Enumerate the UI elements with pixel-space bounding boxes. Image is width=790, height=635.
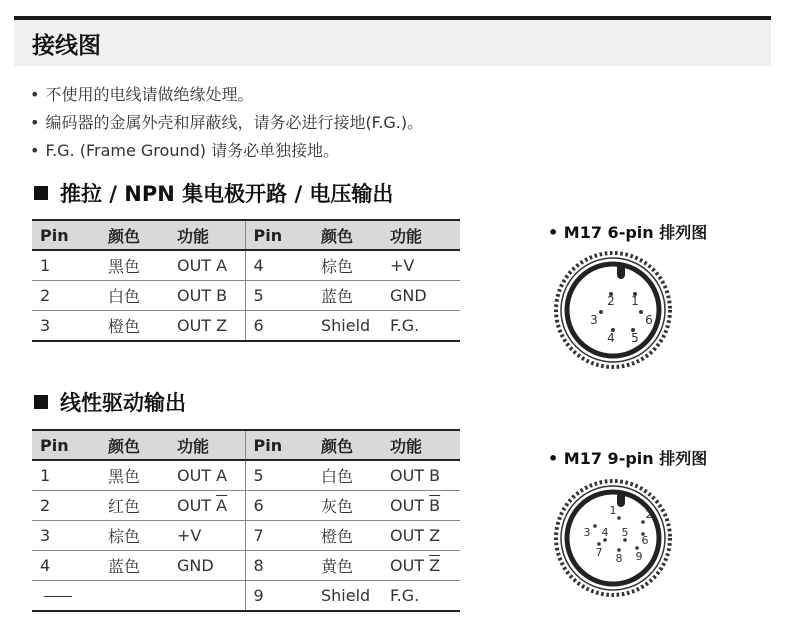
cell-pin: 8 — [245, 551, 313, 581]
square-bullet-icon — [34, 186, 48, 200]
cell-color: 棕色 — [100, 521, 169, 551]
cell-pin: 6 — [245, 311, 313, 342]
square-bullet-icon — [34, 395, 48, 409]
inverted-channel-letter: $\overline{B}$ — [429, 496, 441, 515]
table-row — [32, 460, 460, 491]
cell-function: F.G. — [382, 581, 460, 612]
cell-pin: 3 — [32, 311, 100, 342]
key-notch — [617, 264, 625, 279]
table-row — [32, 250, 460, 281]
pin-label: 2 — [645, 508, 653, 521]
cell-pin: 5 — [245, 281, 313, 311]
cell-function-inverted — [382, 551, 460, 581]
cell-function: +V — [382, 250, 460, 281]
header-color: 颜色 — [100, 220, 169, 250]
cell-color: 黑色 — [100, 460, 169, 491]
cell-color: 棕色 — [313, 250, 382, 281]
cell-pin: 9 — [245, 581, 313, 612]
pin-label: 2 — [607, 294, 615, 308]
connector-label-9pin: • M17 9-pin 排列图 — [548, 446, 707, 469]
cell-pin: 4 — [245, 250, 313, 281]
cell-function: OUT B — [169, 281, 245, 311]
cell-function-inverted — [382, 491, 460, 521]
note-item: • 不使用的电线请做绝缘处理。 — [30, 83, 423, 111]
cell-pin: 7 — [245, 521, 313, 551]
cell-pin: 5 — [245, 460, 313, 491]
pin-dot — [641, 520, 645, 524]
cell-pin: 1 — [32, 250, 100, 281]
cell-function: GND — [382, 281, 460, 311]
pin-label: 3 — [583, 526, 591, 539]
cell-color: 黑色 — [100, 250, 169, 281]
cell-color: 蓝色 — [313, 281, 382, 311]
cell-color: 黄色 — [313, 551, 382, 581]
section-title-line-driver — [34, 387, 186, 417]
cell-function-inverted — [169, 491, 245, 521]
header-function: 功能 — [382, 430, 460, 460]
cell-color: 橙色 — [313, 521, 382, 551]
header-pin: Pin — [32, 430, 100, 460]
header-function: 功能 — [169, 220, 245, 250]
header-pin: Pin — [245, 220, 313, 250]
cell-color: Shield — [313, 311, 382, 342]
header-pin: Pin — [32, 220, 100, 250]
cell-function: OUT A — [169, 250, 245, 281]
header-color: 颜色 — [313, 430, 382, 460]
key-notch — [617, 492, 625, 507]
pin-label: 1 — [609, 504, 617, 517]
cell-function: OUT Z — [169, 311, 245, 342]
table-header-row — [32, 220, 460, 250]
cell-color: 白色 — [313, 460, 382, 491]
pin-dot — [617, 516, 621, 520]
pin-label: 7 — [595, 546, 603, 559]
section-title-push-pull — [34, 178, 393, 208]
cell-color: 蓝色 — [100, 551, 169, 581]
cell-function: F.G. — [382, 311, 460, 342]
pin-label: 5 — [621, 526, 629, 539]
cell-pin: 6 — [245, 491, 313, 521]
header-pin: Pin — [245, 430, 313, 460]
cell-function: OUT B — [382, 460, 460, 491]
dash-mark — [44, 596, 72, 597]
header-color: 颜色 — [100, 430, 169, 460]
table-row — [32, 581, 460, 612]
cell-pin: 3 — [32, 521, 100, 551]
cell-color: 灰色 — [313, 491, 382, 521]
table-row — [32, 551, 460, 581]
note-item: • 编码器的金属外壳和屏蔽线，请务必进行接地(F.G.)。 — [30, 111, 423, 139]
pin-label: 5 — [631, 331, 639, 345]
cell-function: OUT Z — [382, 521, 460, 551]
cell-function: +V — [169, 521, 245, 551]
inverted-channel-letter: $\overline{Z}$ — [429, 556, 441, 575]
cell-color: 白色 — [100, 281, 169, 311]
cell-pin: 4 — [32, 551, 100, 581]
pin-dot — [593, 524, 597, 528]
page-title: 接线图 — [32, 33, 101, 59]
out-prefix: OUT — [390, 556, 430, 575]
cell-function: GND — [169, 551, 245, 581]
notes-list — [30, 83, 423, 167]
cell-pin: 2 — [32, 491, 100, 521]
table-row — [32, 281, 460, 311]
pin-label: 1 — [631, 294, 639, 308]
pin-label: 3 — [590, 313, 598, 327]
pin-dot — [639, 310, 643, 314]
header-color: 颜色 — [313, 220, 382, 250]
title-bar — [14, 20, 771, 66]
out-prefix: OUT — [390, 496, 430, 515]
pin-label: 6 — [645, 313, 653, 327]
cell-color: Shield — [313, 581, 382, 612]
cell-pin: 1 — [32, 460, 100, 491]
out-prefix: OUT — [177, 496, 217, 515]
pin-label: 4 — [607, 331, 615, 345]
table-header-row — [32, 430, 460, 460]
connector-6pin-diagram — [553, 250, 673, 370]
pin-label: 9 — [635, 550, 643, 563]
empty-cell-dash — [32, 581, 245, 612]
cell-color: 红色 — [100, 491, 169, 521]
inverted-channel-letter: $\overline{A}$ — [216, 496, 228, 515]
note-item: • F.G. (Frame Ground) 请务必单独接地。 — [30, 139, 423, 167]
table-row — [32, 491, 460, 521]
header-function: 功能 — [169, 430, 245, 460]
cell-pin: 2 — [32, 281, 100, 311]
pin-table-6pin — [32, 219, 460, 342]
connector-9pin-diagram — [553, 478, 673, 598]
cell-function: OUT A — [169, 460, 245, 491]
table-row — [32, 521, 460, 551]
table-row — [32, 311, 460, 342]
pin-table-9pin — [32, 429, 460, 612]
section-title-text: 线性驱动输出 — [60, 391, 186, 415]
pin-dot — [599, 310, 603, 314]
pin-label: 8 — [615, 552, 623, 565]
connector-label-6pin: • M17 6-pin 排列图 — [548, 220, 707, 243]
cell-color: 橙色 — [100, 311, 169, 342]
section-title-text: 推拉 / NPN 集电极开路 / 电压输出 — [60, 182, 394, 206]
pin-label: 6 — [641, 534, 649, 547]
header-function: 功能 — [382, 220, 460, 250]
pin-label: 4 — [601, 526, 609, 539]
